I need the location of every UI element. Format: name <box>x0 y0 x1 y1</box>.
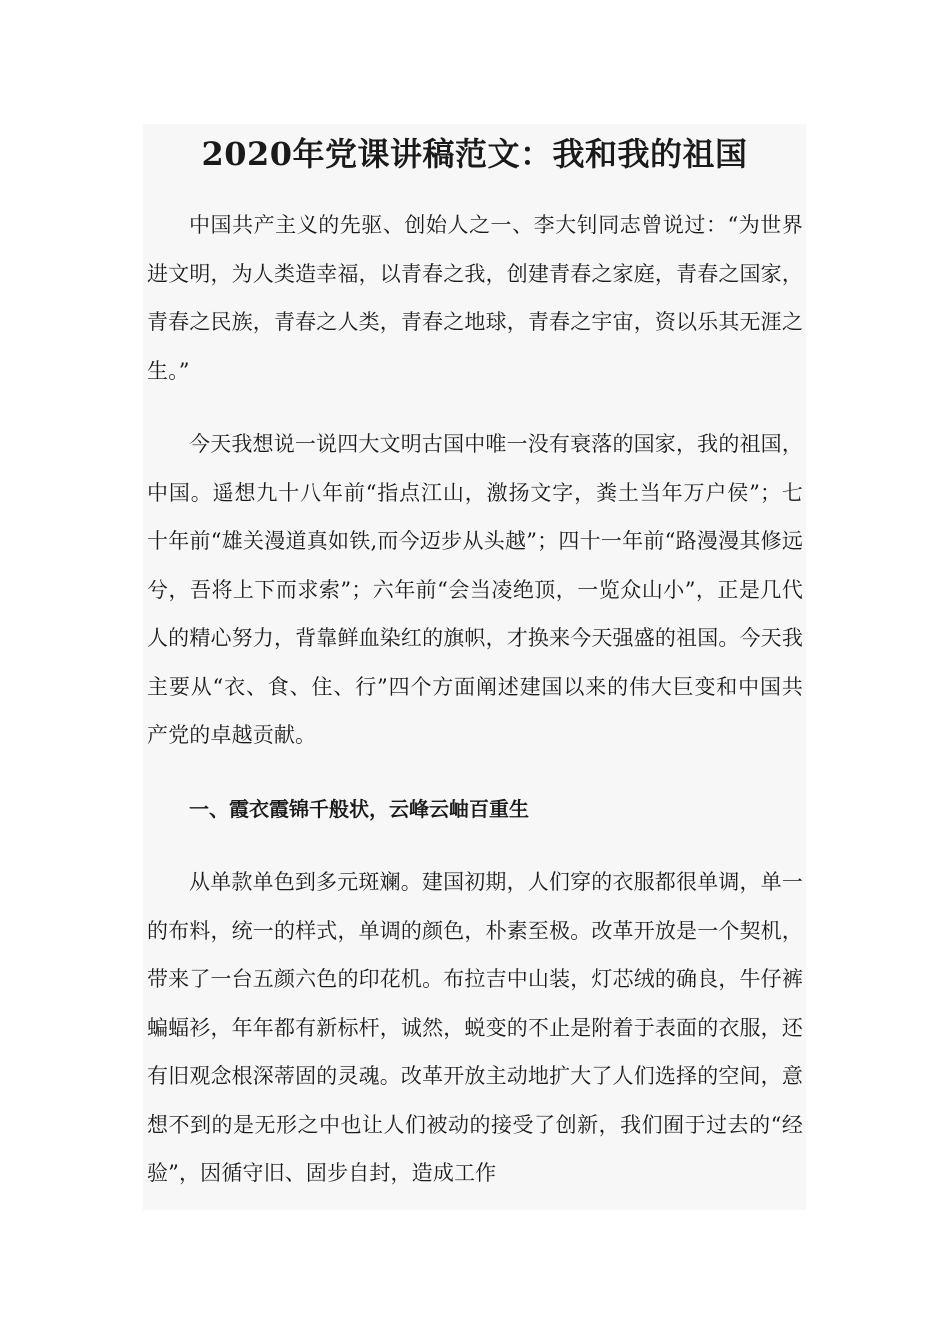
document-title: 2020年党课讲稿范文：我和我的祖国 <box>201 135 748 173</box>
paragraph-quote: 中国共产主义的先驱、创始人之一、李大钊同志曾说过：“为世界进文明，为人类造幸福，以青春之我，创建青春之家庭，青春之国家，青春之民族，青春之人类，青春之地球，青春之宇宙，资以乐其无涯之生。” <box>147 213 803 383</box>
paragraph-clothing: 从单款单色到多元斑斓。建国初期，人们穿的衣服都很单调，单一的布料，统一的样式，单调的颜色，朴素至极。改革开放是一个契机，带来了一台五颜六色的印花机。布拉吉中山装，灯芯绒的确良，牛仔裤蝙蝠衫，年年都有新标杆，诚然，蜕变的不止是附着于表面的衣服，还有旧观念根深蒂固的灵魂。改革开放主动地扩大了人们选择的空间，意想不到的是无形之中也让人们被动的接受了创新，我们囿于过去的“经验”，因循守旧、固步自封，造成工作 <box>147 870 803 1185</box>
document-page <box>143 124 806 1210</box>
section-heading: 一、霞衣霞锦千般状，云峰云岫百重生 <box>189 796 529 821</box>
document-body <box>147 201 803 1210</box>
paragraph-intro: 今天我想说一说四大文明古国中唯一没有衰落的国家，我的祖国，中国。遥想九十八年前“指点江山，激扬文字，粪土当年万户侯”；七十年前“雄关漫道真如铁,而今迈步从头越”；四十一年前“路漫漫其修远兮，吾将上下而求索”；六年前“会当凌绝顶，一览众山小”，正是几代人的精心努力，背靠鲜血染红的旗帜，才换来今天强盛的祖国。今天我主要从“衣、食、住、行”四个方面阐述建国以来的伟大巨变和中国共产党的卓越贡献。 <box>147 432 803 747</box>
